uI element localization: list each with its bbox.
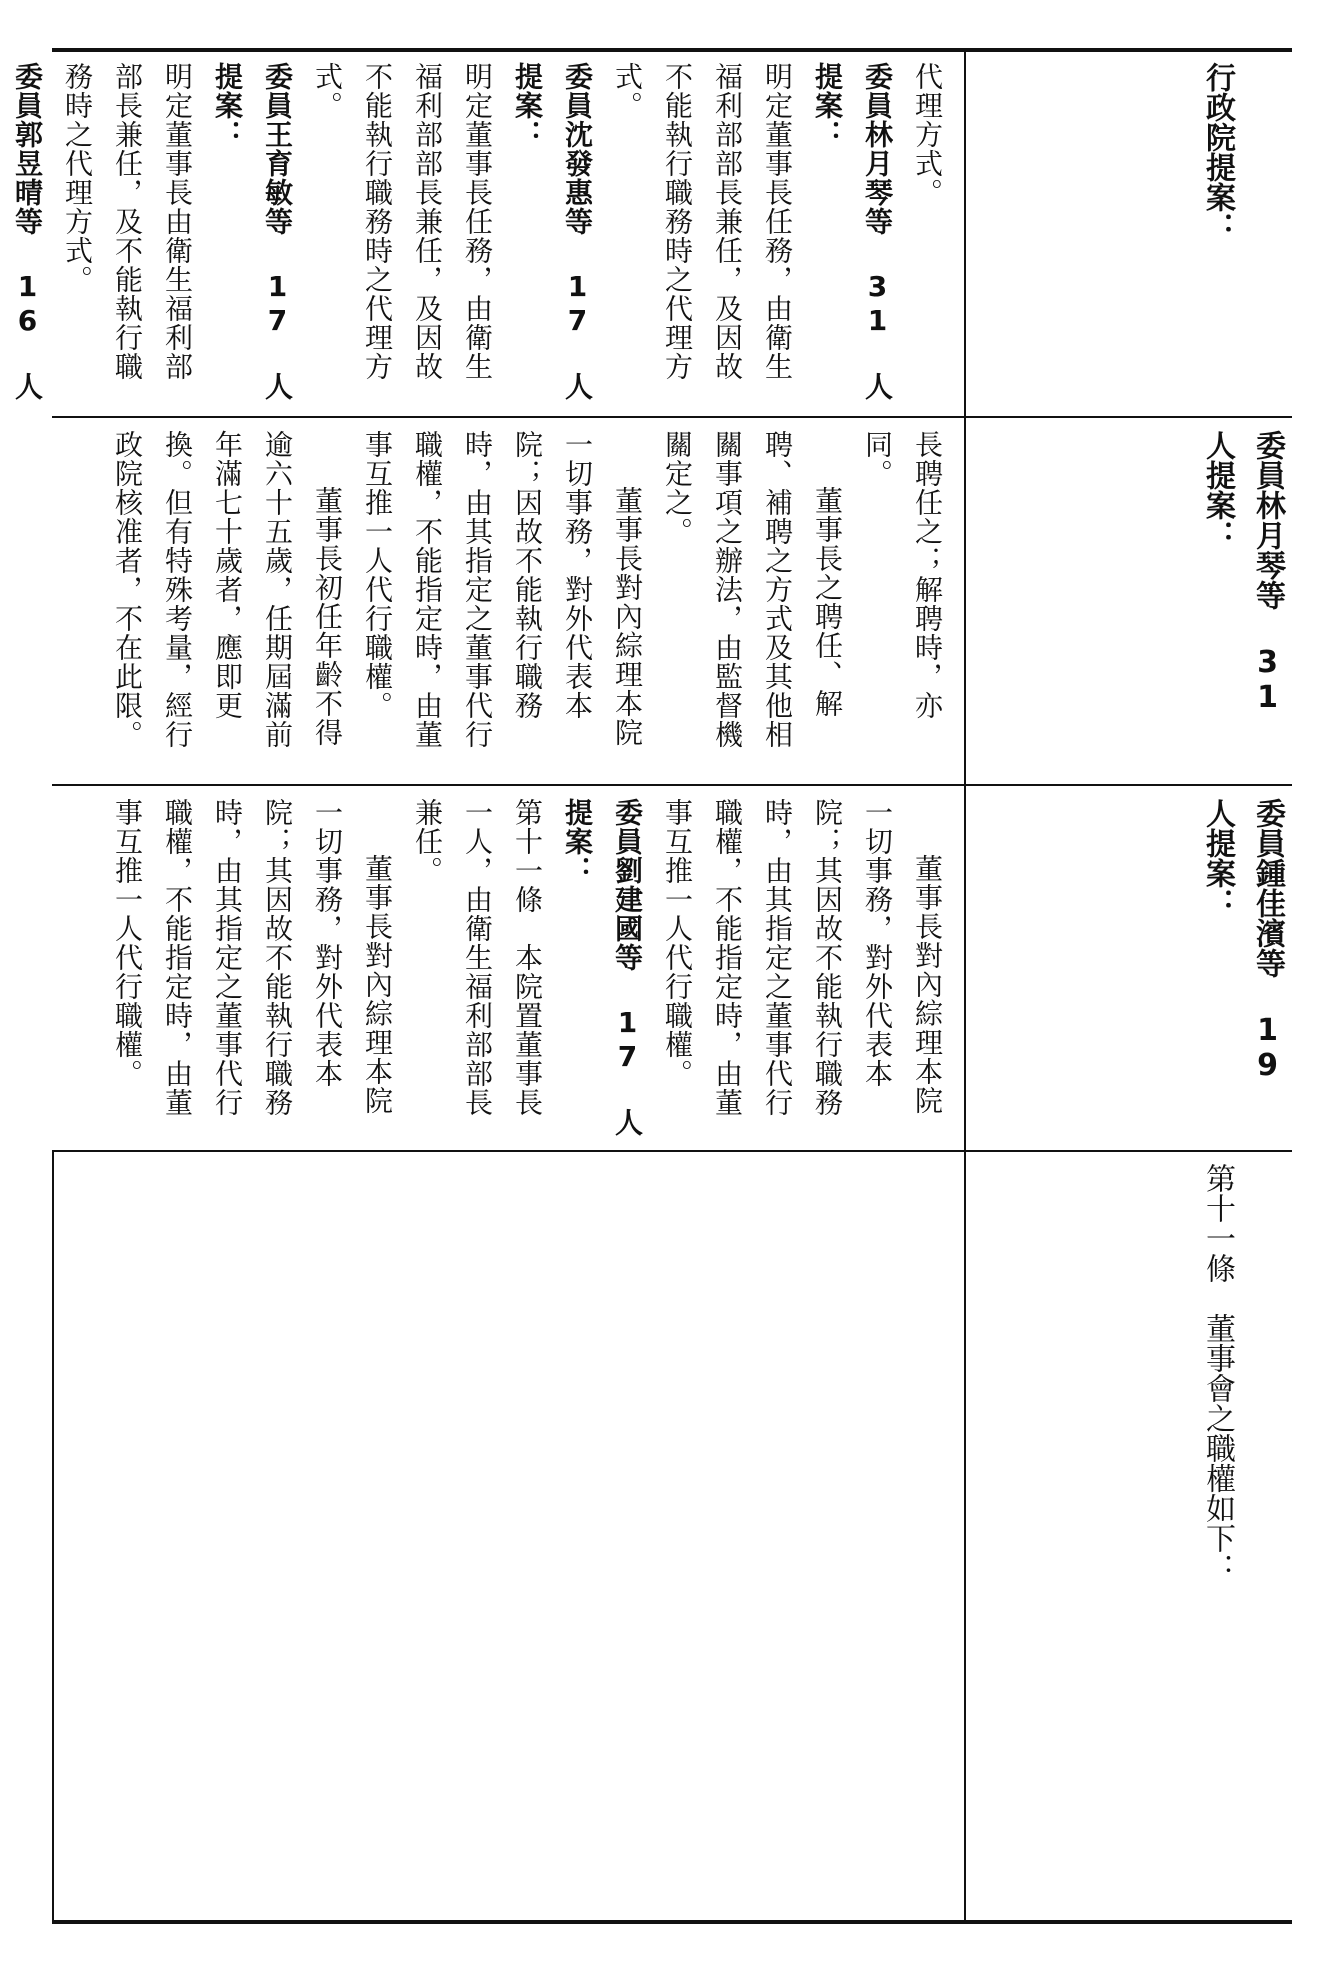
col3-heading-4: 委員郭昱晴等 16 人 [11,62,44,401]
col3-heading-1: 委員林月琴等 31 人提案： [811,62,894,401]
col2-para-3: 董事長對內綜理本院一切事務，對外代表本院；因故不能執行職務時，由其指定之董事代行職權，不能指定時，由董事互推一人代行職權。 [361,430,644,749]
col1-para-2: 第十一條 本院置董事長一人，由衛生福利部部長兼任。 [411,798,544,1117]
col3-para-3: 明定董事長任務，由衛生福利部部長兼任，及因故不能執行職務時之代理方式。 [311,62,494,381]
header-separator [964,52,966,1920]
left-edge-lower [52,1150,54,1920]
hdr-divider-1 [964,1150,1292,1152]
header-col2: 委員林月琴等 31 人提案： [1200,430,1285,715]
header-article: 第十一條 董事會之職權如下： [1200,1163,1235,1583]
col3-body [11,62,952,402]
col2-para-1: 長聘任之；解聘時，亦同。 [861,430,944,720]
col3-heading-3: 委員王育敏等 17 人提案： [211,62,294,401]
col2-para-2: 董事長之聘任、解聘、補聘之方式及其他相關事項之辦法，由監督機關定之。 [661,430,844,749]
divider-col1 [52,784,964,786]
col2-para-4: 董事長初任年齡不得逾六十五歲，任期屆滿前年滿七十歲者，應即更換。但有特殊考量，經行政院核准者，不在此限。 [111,430,344,749]
col3-heading-2: 委員沈發惠等 17 人提案： [511,62,594,401]
col3-para-4: 明定董事長由衛生福利部部長兼任，及不能執行職務時之代理方式。 [61,62,194,381]
header-col3: 行政院提案： [1200,62,1235,242]
bottom-rule [52,1920,1292,1924]
col2-body [111,430,952,770]
hdr-divider-3 [964,416,1292,418]
divider-col2 [52,416,964,418]
col1-heading-2: 委員劉建國等 17 人提案： [561,798,644,1137]
top-rule [52,48,1292,52]
col3-para-2: 明定董事長任務，由衛生福利部部長兼任，及因故不能執行職務時之代理方式。 [611,62,794,381]
hdr-divider-2 [964,784,1292,786]
col1-body [111,798,952,1138]
col1-para-3: 董事長對內綜理本院一切事務，對外代表本院；其因故不能執行職務時，由其指定之董事代行職權，不能指定時，由董事互推一人代行職權。 [111,798,394,1117]
header-col1: 委員鍾佳濱等 19 人提案： [1200,798,1285,1083]
col3-para-1: 代理方式。 [911,62,944,207]
table-frame [11,48,1292,1924]
divider-article [52,1150,964,1152]
col1-para-1: 董事長對內綜理本院一切事務，對外代表本院；其因故不能執行職務時，由其指定之董事代行職權，不能指定時，由董事互推一人代行職權。 [661,798,944,1117]
